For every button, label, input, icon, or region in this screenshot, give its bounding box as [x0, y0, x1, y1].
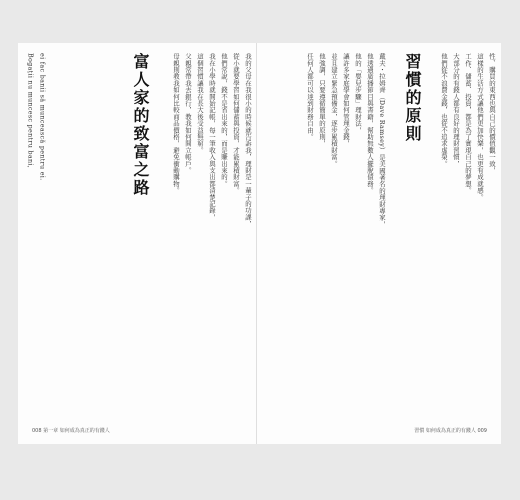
left-page-heading: 富人家的致富之路 — [131, 53, 150, 197]
right-text-col-1: 性、購買的東西也與自己的價值觀一致， — [488, 53, 496, 174]
left-page — [18, 43, 257, 444]
right-text-col-3: 工作、儲蓄、投資，都是為了實現自己的夢想。 — [464, 53, 472, 194]
right-page-footer: 習慣 如何成為真正的有錢人 009 — [414, 428, 487, 434]
right-page — [257, 43, 501, 444]
left-text-col-1: 我的父母在我很小的時候就告訴我，理財是一輩子的功課， — [244, 53, 252, 228]
right-text-col-8: 他的「嬰兒步驟」理財法， — [354, 53, 362, 134]
right-page-heading: 習慣的原則 — [403, 53, 422, 143]
left-text-col-9: ei fac banii să muncească pentru ei. — [38, 53, 47, 181]
right-text-col-4: 大部分的有錢人都有良好的理財習慣， — [452, 53, 460, 167]
right-text-col-11: 他強調，只要遵循簡單的原則， — [318, 53, 326, 147]
right-text-col-12: 任何人都可以達到財務自由。 — [306, 53, 314, 141]
left-text-col-6: 父親常帶我去銀行，教我如何開立帳戶。 — [184, 53, 192, 174]
right-text-col-9: 讓許多家庭學會如何管理金錢， — [342, 53, 350, 147]
right-text-col-7: 他透過廣播節目與書籍，幫助無數人擺脫債務。 — [366, 53, 374, 194]
right-text-col-2: 這樣的生活方式讓他們更加快樂，也更有成就感。 — [476, 53, 484, 201]
left-page-footer: 008 第一章 如何成為真正的有錢人 — [32, 428, 110, 434]
left-text-col-5: 這個習慣讓我在長大後受益無窮。 — [196, 53, 204, 154]
right-text-col-10: 並且建立緊急預備金，逐步累積財富。 — [330, 53, 338, 167]
left-text-col-7: 母親則教我如何比較商品價格，避免衝動購物。 — [172, 53, 180, 194]
left-text-col-4: 我在小學時就開始記帳，每一筆收入與支出都清楚記錄， — [208, 53, 216, 221]
right-text-col-6: 戴夫・拉姆齊（Dave Ramsey）是美國著名的理財專家， — [378, 53, 386, 228]
left-text-col-3: 他們常說，錢不是省出來的，而是賺出來的。 — [220, 53, 228, 187]
right-text-col-5: 他們從不浪費金錢，也從不追求虛榮。 — [440, 53, 448, 167]
left-text-col-2: 從小就要學習如何儲蓄與投資，才能累積財富。 — [232, 53, 240, 194]
left-text-col-8: Bogații nu muncesc pentru bani, — [26, 53, 35, 169]
